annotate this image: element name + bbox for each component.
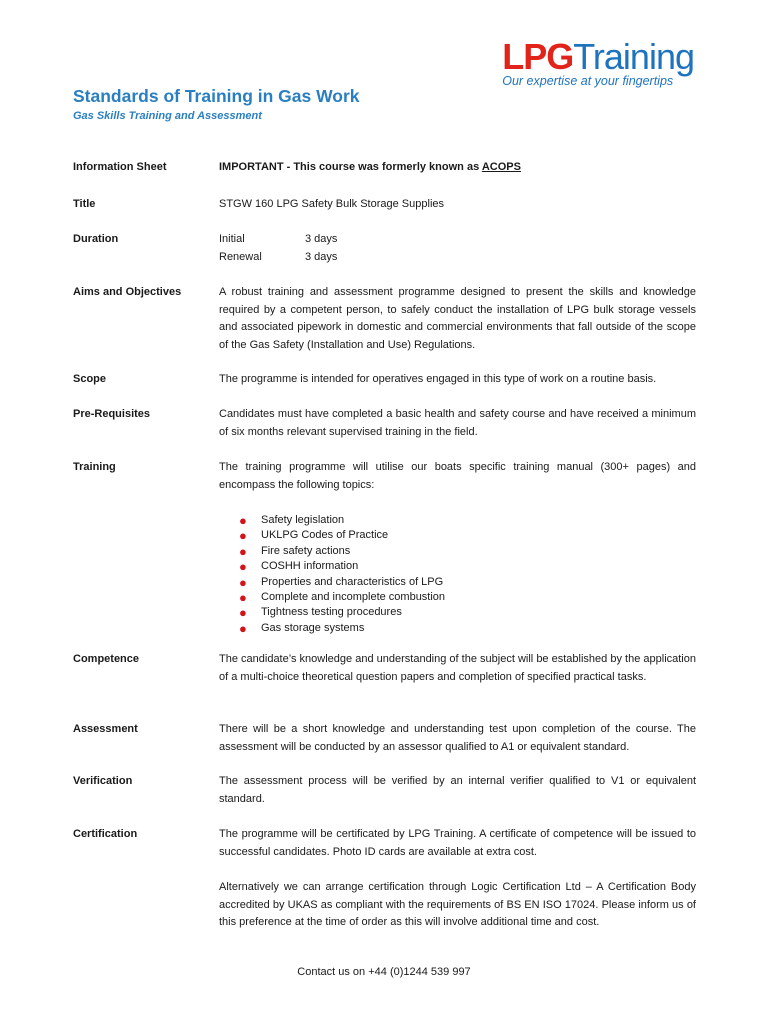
notice-text: IMPORTANT - This course was formerly known as	[219, 161, 482, 173]
aims-text: A robust training and assessment programme designed to present the skills and knowledge required by a competent person, to safely conduct the installation of LPG bulk storage vessels and associated pipework in domestic and commercial environments that fall outside of the scope of the Gas Safety (Installation and Use) Regulations.	[219, 286, 696, 351]
bullet-icon: ●	[239, 559, 247, 575]
bullet-icon: ●	[239, 590, 247, 606]
info-sheet-label: Information Sheet	[73, 161, 167, 173]
bullet-icon: ●	[239, 605, 247, 621]
certification-text-1: The programme will be certificated by LPG Training. A certificate of competence will be issued to successful candidates. Photo ID cards are available at extra cost.	[219, 828, 696, 858]
bullet-icon: ●	[239, 543, 247, 559]
training-label: Training	[73, 461, 116, 473]
info-sheet-notice	[219, 159, 696, 177]
training-content	[219, 459, 696, 636]
logo-lpg: LPG	[502, 36, 574, 77]
page-subtitle: Gas Skills Training and Assessment	[73, 110, 262, 122]
scope-label: Scope	[73, 373, 107, 385]
initial-label: Initial	[219, 233, 245, 245]
topics-list	[219, 513, 696, 636]
duration-label: Duration	[73, 233, 119, 245]
verification-label: Verification	[73, 775, 133, 787]
logo-wordmark	[502, 38, 694, 76]
bullet-icon: ●	[239, 574, 247, 590]
bullet-icon: ●	[239, 620, 247, 636]
logo-tagline: Our expertise at your fingertips	[502, 74, 674, 88]
competence-text: The candidate’s knowledge and understanding of the subject will be established by the application of a multi-choice theoretical question papers and completion of specified practical tasks.	[219, 653, 696, 683]
training-text: The training programme will utilise our boats specific training manual (300+ pages) and encompass the following topics:	[219, 461, 696, 491]
competence-label: Competence	[73, 653, 140, 665]
duration-table	[219, 231, 696, 266]
prereq-text: Candidates must have completed a basic health and safety course and have received a minimum of six months relevant supervised training in the field.	[219, 408, 696, 438]
list-item: ● Safety legislation	[239, 513, 345, 528]
footer-contact: Contact us on +44 (0)1244 539 997	[297, 966, 471, 978]
certification-label: Certification	[73, 828, 138, 840]
aims-label: Aims and Objectives	[73, 286, 182, 298]
certification-content	[219, 826, 696, 932]
logo-training: Training	[573, 36, 694, 77]
title-label: Title	[73, 198, 96, 210]
list-item: ● Properties and characteristics of LPG	[239, 574, 444, 590]
list-item: ● COSHH information	[239, 559, 359, 575]
prereq-label: Pre-Requisites	[73, 408, 151, 420]
course-title: STGW 160 LPG Safety Bulk Storage Supplies	[219, 198, 445, 210]
list-item: ● Gas storage systems	[239, 620, 365, 636]
list-item: ● Fire safety actions	[239, 543, 351, 559]
bullet-icon: ●	[239, 528, 247, 544]
page-title: Standards of Training in Gas Work	[73, 86, 360, 106]
certification-text-2: Alternatively we can arrange certification through Logic Certification Ltd – A Certification Body accredited by UKAS as compliant with the requirements of BS EN ISO 17024. Please inform us of this preference at the time of order as this will involve additional time and cost.	[219, 881, 696, 928]
verification-text: The assessment process will be verified by an internal verifier qualified to V1 or equivalent standard.	[219, 775, 696, 805]
assessment-label: Assessment	[73, 723, 138, 735]
list-item: ● UKLPG Codes of Practice	[239, 528, 389, 544]
renewal-value: 3 days	[305, 250, 338, 263]
scope-text: The programme is intended for operatives engaged in this type of work on a routine basis.	[219, 373, 657, 385]
list-item: ● Tightness testing procedures	[239, 605, 402, 621]
company-logo	[502, 38, 694, 88]
assessment-text: There will be a short knowledge and understanding test upon completion of the course. The assessment will be conducted by an assessor qualified to A1 or equivalent standard.	[219, 723, 696, 753]
bullet-icon: ●	[239, 513, 247, 528]
list-item: ● Complete and incomplete combustion	[239, 590, 446, 606]
renewal-label: Renewal	[219, 250, 262, 263]
acops-link[interactable]: ACOPS	[481, 161, 521, 173]
initial-value: 3 days	[305, 233, 338, 245]
